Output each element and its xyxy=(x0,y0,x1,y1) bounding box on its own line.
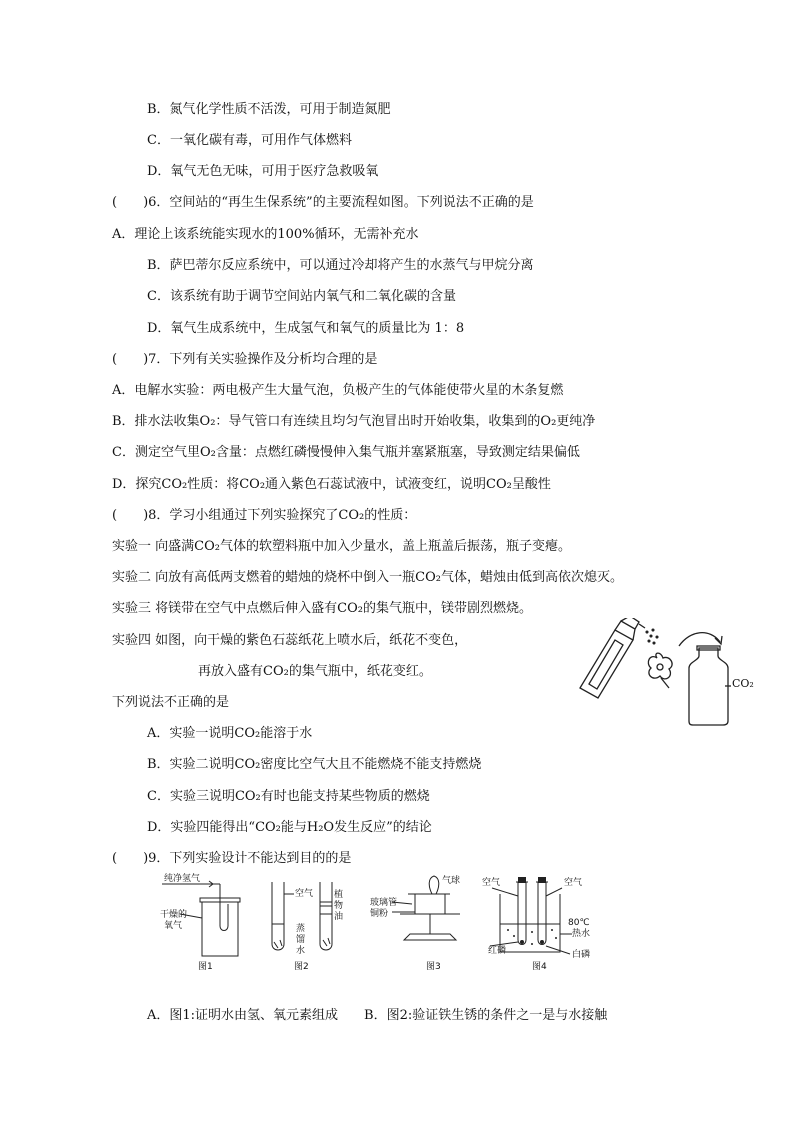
q8-option-d: D．实验四能得出“CO₂能与H₂O发生反应”的结论 xyxy=(147,820,432,835)
q5-option-c: C．一氧化碳有毒，可用作气体燃料 xyxy=(147,133,352,148)
fig1-hydrogen-label: 纯净氢气 xyxy=(164,874,201,884)
fig1-dry-label: 干燥的 xyxy=(160,910,188,920)
q5-option-d: D．氧气无色无味，可用于医疗急救吸氧 xyxy=(147,164,379,179)
q8-stem: ( )8．学习小组通过下列实验探究了CO₂的性质： xyxy=(112,508,417,523)
fig2-water-label-3: 水 xyxy=(296,946,306,956)
co2-spray-figure xyxy=(575,618,760,728)
q9-stem: ( )9．下列实验设计不能达到目的的是 xyxy=(112,851,352,866)
q8-experiment-1: 实验一 向盛满CO₂气体的软塑料瓶中加入少量水，盖上瓶盖后振荡，瓶子变瘪。 xyxy=(112,539,571,554)
fig4-white-phosphorus-label: 白磷 xyxy=(572,950,591,960)
q8-experiment-3: 实验三 将镁带在空气中点燃后伸入盛有CO₂的集气瓶中，镁带剧烈燃烧。 xyxy=(112,601,532,616)
fig3-caption: 图3 xyxy=(426,962,441,972)
fig3-tube-label: 玻璃管 xyxy=(370,898,398,908)
fig4-air-left-label: 空气 xyxy=(482,878,501,888)
fig2-oil-label-2: 物 xyxy=(334,901,344,911)
fig2-water-label-2: 馏 xyxy=(296,935,306,945)
q8-experiment-4: 实验四 如图，向干燥的紫色石蕊纸花上喷水后，纸花不变色， xyxy=(112,633,468,648)
q7-option-b: B．排水法收集O₂：导气管口有连续且均匀气泡冒出时开始收集，收集到的O₂更纯净 xyxy=(112,414,596,429)
q6-option-d: D．氧气生成系统中，生成氢气和氧气的质量比为 1：8 xyxy=(147,321,465,336)
fig4-red-phosphorus-label: 红磷 xyxy=(488,946,507,956)
fig2-caption: 图2 xyxy=(294,962,309,972)
q8-option-b: B．实验二说明CO₂密度比空气大且不能燃烧不能支持燃烧 xyxy=(147,757,482,772)
q7-stem: ( )7．下列有关实验操作及分析均合理的是 xyxy=(112,352,378,367)
fig1-oxygen-label: 氧气 xyxy=(164,921,183,931)
fig2-oil-label-3: 油 xyxy=(334,912,344,922)
fig2-air-label: 空气 xyxy=(295,889,314,899)
fig4-caption: 图4 xyxy=(532,962,547,972)
q9-options-ab: A．图1:证明水由氢、氧元素组成 B．图2:验证铁生锈的条件之一是与水接触 xyxy=(147,1008,608,1023)
fig2-water-label-1: 蒸 xyxy=(296,924,306,934)
q6-option-c: C．该系统有助于调节空间站内氧气和二氧化碳的含量 xyxy=(147,289,456,304)
fig3-balloon-label: 气球 xyxy=(442,876,461,886)
q7-option-d: D．探究CO₂性质：将CO₂通入紫色石蕊试液中，试液变红，说明CO₂呈酸性 xyxy=(112,477,551,492)
q8-question: 下列说法不正确的是 xyxy=(112,695,230,710)
q8-experiment-2: 实验二 向放有高低两支燃着的蜡烛的烧杯中倒入一瓶CO₂气体，蜡烛由低到高依次熄灭。 xyxy=(112,570,623,585)
fig4-air-right-label: 空气 xyxy=(564,878,583,888)
q6-option-b: B．萨巴蒂尔反应系统中，可以通过冷却将产生的水蒸气与甲烷分离 xyxy=(147,258,534,273)
q8-option-c: C．实验三说明CO₂有时也能支持某些物质的燃烧 xyxy=(147,789,430,804)
fig4-temp-label: 80℃ xyxy=(568,918,590,928)
q9-figures xyxy=(160,874,630,974)
q6-option-a: A．理论上该系统能实现水的100%循环，无需补充水 xyxy=(112,227,419,242)
q8-experiment-4-cont: 再放入盛有CO₂的集气瓶中，纸花变红。 xyxy=(198,664,432,679)
q6-stem: ( )6．空间站的“再生生保系统”的主要流程如图。下列说法不正确的是 xyxy=(112,195,534,210)
fig2-oil-label-1: 植 xyxy=(334,890,344,900)
fig1-caption: 图1 xyxy=(198,962,213,972)
fig3-copper-label: 铜粉 xyxy=(370,909,389,919)
q5-option-b: B．氮气化学性质不活泼，可用于制造氮肥 xyxy=(147,102,391,117)
co2-label: CO₂ xyxy=(732,677,754,690)
q7-option-c: C．测定空气里O₂含量：点燃红磷慢慢伸入集气瓶并塞紧瓶塞，导致测定结果偏低 xyxy=(112,445,580,460)
q7-option-a: A．电解水实验：两电极产生大量气泡，负极产生的气体能使带火星的木条复燃 xyxy=(112,383,564,398)
q8-option-a: A．实验一说明CO₂能溶于水 xyxy=(147,726,313,741)
fig4-hot-water-label: 热水 xyxy=(572,929,591,939)
